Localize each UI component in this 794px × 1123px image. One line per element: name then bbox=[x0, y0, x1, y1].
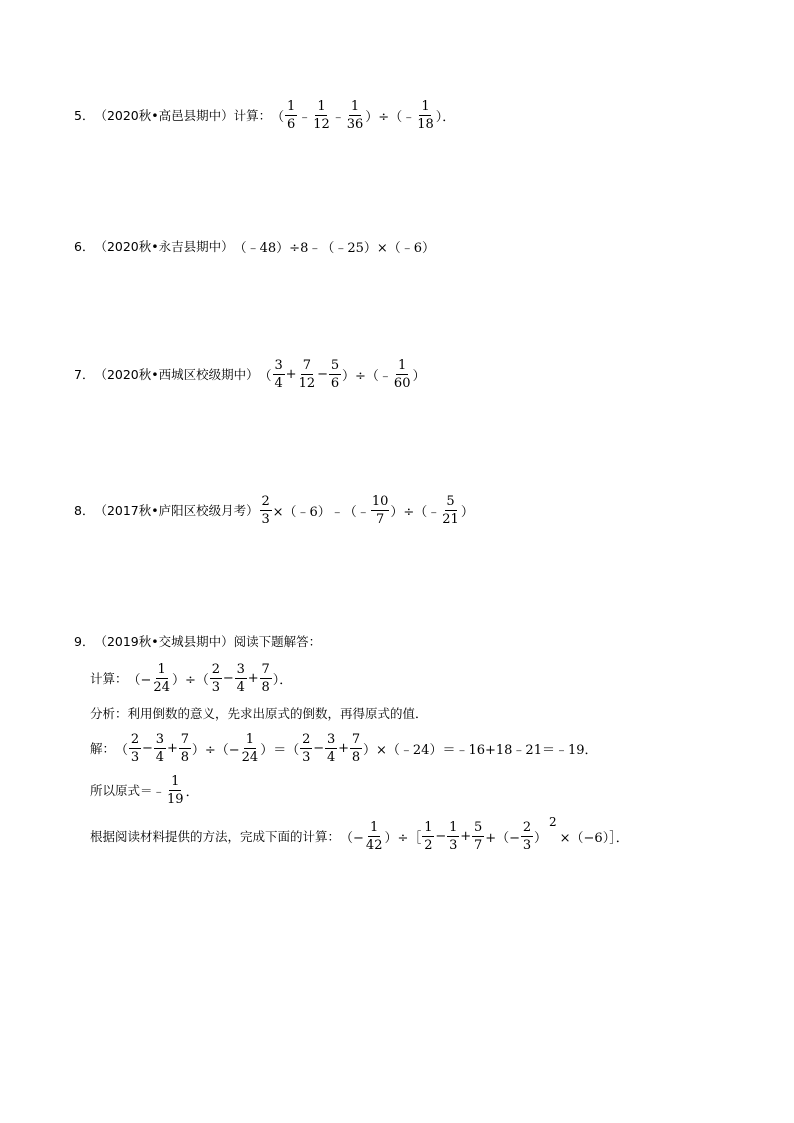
denominator: 7 bbox=[375, 511, 385, 527]
result-label: 所以原式＝﹣ bbox=[90, 783, 166, 798]
denominator: 24 bbox=[241, 749, 259, 765]
operator: + bbox=[166, 740, 178, 756]
numerator: 1 bbox=[317, 98, 326, 114]
task-line bbox=[90, 816, 629, 856]
fraction bbox=[346, 100, 365, 131]
solution-line bbox=[90, 730, 598, 766]
problem-prefix: 计算： bbox=[233, 108, 272, 123]
paren-close: ） bbox=[412, 368, 426, 384]
numerator: 1 bbox=[370, 819, 379, 835]
numerator: 2 bbox=[522, 819, 532, 835]
operator: + bbox=[338, 740, 350, 756]
fraction bbox=[447, 821, 459, 852]
punctuation: ）． bbox=[435, 109, 456, 125]
problem-number: 6． bbox=[74, 239, 95, 254]
denominator: 19 bbox=[167, 791, 184, 807]
paren-open: （ bbox=[258, 368, 272, 384]
exponent: 2 bbox=[549, 815, 557, 829]
numerator: 5 bbox=[446, 493, 455, 509]
fraction bbox=[472, 821, 484, 852]
denominator: 3 bbox=[261, 511, 270, 527]
problem-source: （2020秋•高邑县期中） bbox=[94, 108, 234, 123]
problem-5 bbox=[74, 98, 455, 132]
denominator: 4 bbox=[155, 749, 165, 765]
numerator: 10 bbox=[371, 493, 389, 509]
denominator: 3 bbox=[302, 749, 311, 765]
denominator: 12 bbox=[298, 375, 316, 391]
operator: ）÷（﹣ bbox=[365, 109, 416, 125]
operator: ）÷（ bbox=[171, 672, 209, 688]
numerator: 7 bbox=[180, 731, 189, 747]
denominator: 3 bbox=[449, 837, 458, 853]
paren-close: ） bbox=[460, 504, 474, 520]
numerator: 5 bbox=[330, 357, 340, 373]
denominator: 8 bbox=[180, 749, 189, 765]
fraction bbox=[312, 100, 331, 131]
fraction bbox=[298, 359, 317, 390]
problem-9 bbox=[74, 631, 321, 651]
fraction bbox=[154, 733, 166, 764]
denominator: 8 bbox=[261, 679, 270, 695]
result-line bbox=[90, 772, 199, 808]
problem-number: 9． bbox=[74, 634, 95, 649]
numerator: 1 bbox=[449, 819, 458, 835]
paren-close: ） bbox=[533, 830, 547, 846]
operator: ）÷［ bbox=[384, 830, 422, 846]
punctuation: ）． bbox=[272, 672, 293, 688]
denominator: 8 bbox=[351, 749, 361, 765]
punctuation: ． bbox=[185, 784, 199, 800]
numerator: 1 bbox=[171, 773, 180, 789]
denominator: 18 bbox=[417, 116, 434, 132]
expression: （﹣48）÷8﹣（﹣25）×（﹣6） bbox=[233, 240, 436, 256]
problem-source: （2019秋•交城县期中） bbox=[94, 634, 234, 649]
denominator: 21 bbox=[442, 511, 459, 527]
operator: − bbox=[142, 740, 153, 756]
problem-6 bbox=[74, 236, 435, 256]
task-label: 根据阅读材料提供的方法，完成下面的计算： bbox=[90, 829, 341, 844]
problem-source: （2017秋•庐阳区校级月考） bbox=[94, 503, 259, 518]
operator: ﹣ bbox=[331, 109, 345, 125]
numerator: 2 bbox=[302, 731, 311, 747]
numerator: 1 bbox=[421, 98, 430, 114]
problem-7 bbox=[74, 356, 425, 392]
fraction bbox=[325, 733, 337, 764]
fraction bbox=[371, 495, 390, 526]
denominator: 3 bbox=[211, 679, 221, 695]
operator: ）÷（− bbox=[191, 742, 240, 758]
operator: − bbox=[313, 740, 325, 756]
fraction bbox=[241, 733, 260, 764]
problem-number: 5． bbox=[74, 108, 95, 123]
numerator: 2 bbox=[211, 661, 221, 677]
fraction bbox=[365, 821, 384, 852]
denominator: 2 bbox=[424, 837, 433, 853]
denominator: 4 bbox=[274, 375, 283, 391]
operator: ）÷（﹣ bbox=[390, 504, 441, 520]
problem-source: （2020秋•西城区校级期中） bbox=[94, 367, 259, 382]
numerator: 3 bbox=[326, 731, 336, 747]
numerator: 3 bbox=[274, 357, 283, 373]
numerator: 1 bbox=[350, 98, 360, 114]
operator: ×（﹣6）﹣（﹣ bbox=[272, 504, 370, 520]
problem-number: 8． bbox=[74, 503, 95, 518]
calc-line bbox=[90, 660, 292, 696]
fraction bbox=[166, 775, 185, 806]
fraction bbox=[329, 359, 341, 390]
fraction bbox=[260, 495, 272, 526]
numerator: 3 bbox=[236, 661, 245, 677]
problem-number: 7． bbox=[74, 367, 95, 382]
paren-open: （ bbox=[271, 109, 285, 125]
numerator: 2 bbox=[261, 493, 270, 509]
fraction bbox=[393, 359, 412, 390]
denominator: 3 bbox=[522, 837, 532, 853]
denominator: 12 bbox=[313, 116, 330, 132]
operator: +（− bbox=[485, 830, 520, 846]
denominator: 4 bbox=[236, 679, 245, 695]
denominator: 7 bbox=[474, 837, 483, 853]
numerator: 3 bbox=[155, 731, 165, 747]
denominator: 4 bbox=[326, 749, 336, 765]
analysis-text: 分析：利用倒数的意义，先求出原式的倒数，再得原式的值． bbox=[90, 706, 428, 721]
fraction bbox=[350, 733, 362, 764]
solution-label: 解： bbox=[90, 741, 116, 756]
fraction bbox=[210, 663, 222, 694]
paren-open: （ bbox=[115, 742, 129, 758]
operator: ）＝（ bbox=[260, 742, 300, 758]
operator: − bbox=[435, 828, 447, 844]
numerator: 7 bbox=[351, 731, 361, 747]
fraction bbox=[179, 733, 191, 764]
numerator: 5 bbox=[474, 819, 483, 835]
denominator: 36 bbox=[346, 116, 364, 132]
expression-tail: ×（−6）］． bbox=[559, 830, 629, 846]
denominator: 3 bbox=[130, 749, 140, 765]
fraction bbox=[441, 495, 460, 526]
denominator: 24 bbox=[153, 679, 170, 695]
operator: + bbox=[285, 366, 297, 382]
numerator: 1 bbox=[398, 357, 407, 373]
fraction bbox=[300, 733, 312, 764]
fraction bbox=[416, 100, 435, 131]
numerator: 7 bbox=[261, 661, 270, 677]
fraction bbox=[422, 821, 434, 852]
numerator: 7 bbox=[302, 357, 311, 373]
operator: ）÷（﹣ bbox=[342, 368, 392, 384]
analysis-line bbox=[90, 703, 428, 723]
problem-source: （2020秋•永吉县期中） bbox=[94, 239, 234, 254]
fraction bbox=[285, 100, 297, 131]
fraction bbox=[129, 733, 141, 764]
fraction bbox=[273, 359, 285, 390]
operator: − bbox=[222, 670, 234, 686]
paren-open: （− bbox=[340, 830, 364, 846]
operator: − bbox=[317, 366, 329, 382]
fraction bbox=[521, 821, 533, 852]
paren-open: （− bbox=[127, 672, 152, 688]
numerator: 1 bbox=[157, 661, 166, 677]
denominator: 60 bbox=[393, 375, 411, 391]
numerator: 1 bbox=[287, 98, 296, 114]
calc-label: 计算： bbox=[90, 671, 128, 686]
fraction bbox=[152, 663, 171, 694]
denominator: 42 bbox=[365, 837, 383, 853]
denominator: 6 bbox=[287, 116, 296, 132]
problem-intro: 阅读下题解答： bbox=[233, 634, 322, 649]
denominator: 6 bbox=[330, 375, 340, 391]
problem-8 bbox=[74, 492, 474, 528]
numerator: 1 bbox=[245, 731, 255, 747]
operator: + bbox=[247, 670, 259, 686]
operator: + bbox=[460, 828, 472, 844]
fraction bbox=[235, 663, 247, 694]
numerator: 1 bbox=[424, 819, 433, 835]
expression-tail: ）×（﹣24）＝﹣16+18﹣21＝﹣19． bbox=[363, 742, 598, 758]
operator: ﹣ bbox=[298, 109, 312, 125]
numerator: 2 bbox=[130, 731, 140, 747]
fraction bbox=[260, 663, 272, 694]
